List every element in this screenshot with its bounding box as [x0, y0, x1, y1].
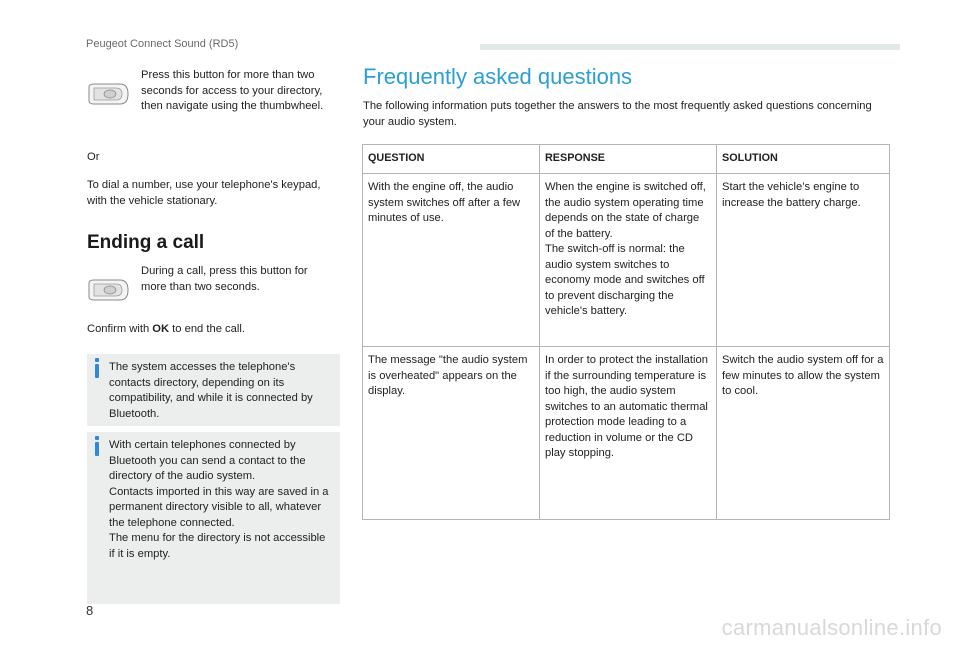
response-cell [540, 174, 717, 347]
solution-cell: Start the vehicle’s engine to increase the battery charge. [717, 174, 890, 347]
note-line: Contacts imported in this way are saved in a permanent directory visible to all, whatever the telephone connected. [109, 485, 329, 529]
steering-button-icon [86, 278, 130, 302]
info-icon [95, 442, 99, 456]
table-row [363, 174, 890, 347]
faq-intro: The following information puts together the answers to the most frequently asked questions concerning your audio system. [363, 100, 872, 128]
end-call-instruction: During a call, press this button for more than two seconds. [141, 265, 308, 293]
response-cell [540, 347, 717, 520]
faq-heading: Frequently asked questions [363, 64, 633, 89]
table-header-row [363, 145, 890, 174]
or-text: Or [87, 151, 100, 163]
question-cell: With the engine off, the audio system switches off after a few minutes of use. [363, 174, 540, 347]
note-line: The menu for the directory is not accessible if it is empty. [109, 532, 326, 560]
steering-button-icon [86, 82, 130, 106]
header-title: Peugeot Connect Sound (RD5) [86, 38, 239, 50]
confirm-text [87, 322, 245, 338]
page-number: 8 [86, 603, 94, 618]
response-line: When the engine is switched off, the audio system operating time depends on the state of charge of the battery. [545, 181, 706, 240]
note-box-contacts [87, 354, 340, 426]
note-line: With certain telephones connected by Bluetooth you can send a contact to the directory of the audio system. [109, 439, 306, 482]
note-box-bluetooth [87, 432, 340, 604]
column-header-question: QUESTION [363, 145, 540, 174]
response-line: In order to protect the installation if the surrounding temperature is too high, the audio system switches to an automatic thermal protection mode leading to a reduction in volume or the CD play stopping. [545, 354, 708, 459]
column-header-response: RESPONSE [540, 145, 717, 174]
table-row [363, 347, 890, 520]
response-line: The switch-off is normal: the audio system switches to economy mode and switches off to prevent discharging the vehicle's battery. [545, 243, 705, 317]
watermark: carmanualsonline.info [721, 615, 942, 640]
column-header-solution: SOLUTION [717, 145, 890, 174]
note-text [109, 438, 334, 562]
faq-table [362, 144, 890, 520]
dial-instruction: To dial a number, use your telephone's keypad, with the vehicle stationary. [87, 179, 321, 207]
confirm-prefix: Confirm with [87, 323, 153, 335]
confirm-suffix: to end the call. [169, 323, 245, 335]
solution-cell: Switch the audio system off for a few minutes to allow the system to cool. [717, 347, 890, 520]
info-icon [95, 364, 99, 378]
ok-key: OK [152, 323, 170, 335]
question-cell: The message "the audio system is overheated" appears on the display. [363, 347, 540, 520]
note-text: The system accesses the telephone's contacts directory, depending on its compatibility, and while it is connected by Bluetooth. [109, 361, 313, 420]
directory-instruction: Press this button for more than two seconds for access to your directory, then navigate using the thumbwheel. [141, 69, 324, 112]
header-rule [480, 44, 900, 50]
section-heading-ending-call: Ending a call [87, 232, 205, 253]
